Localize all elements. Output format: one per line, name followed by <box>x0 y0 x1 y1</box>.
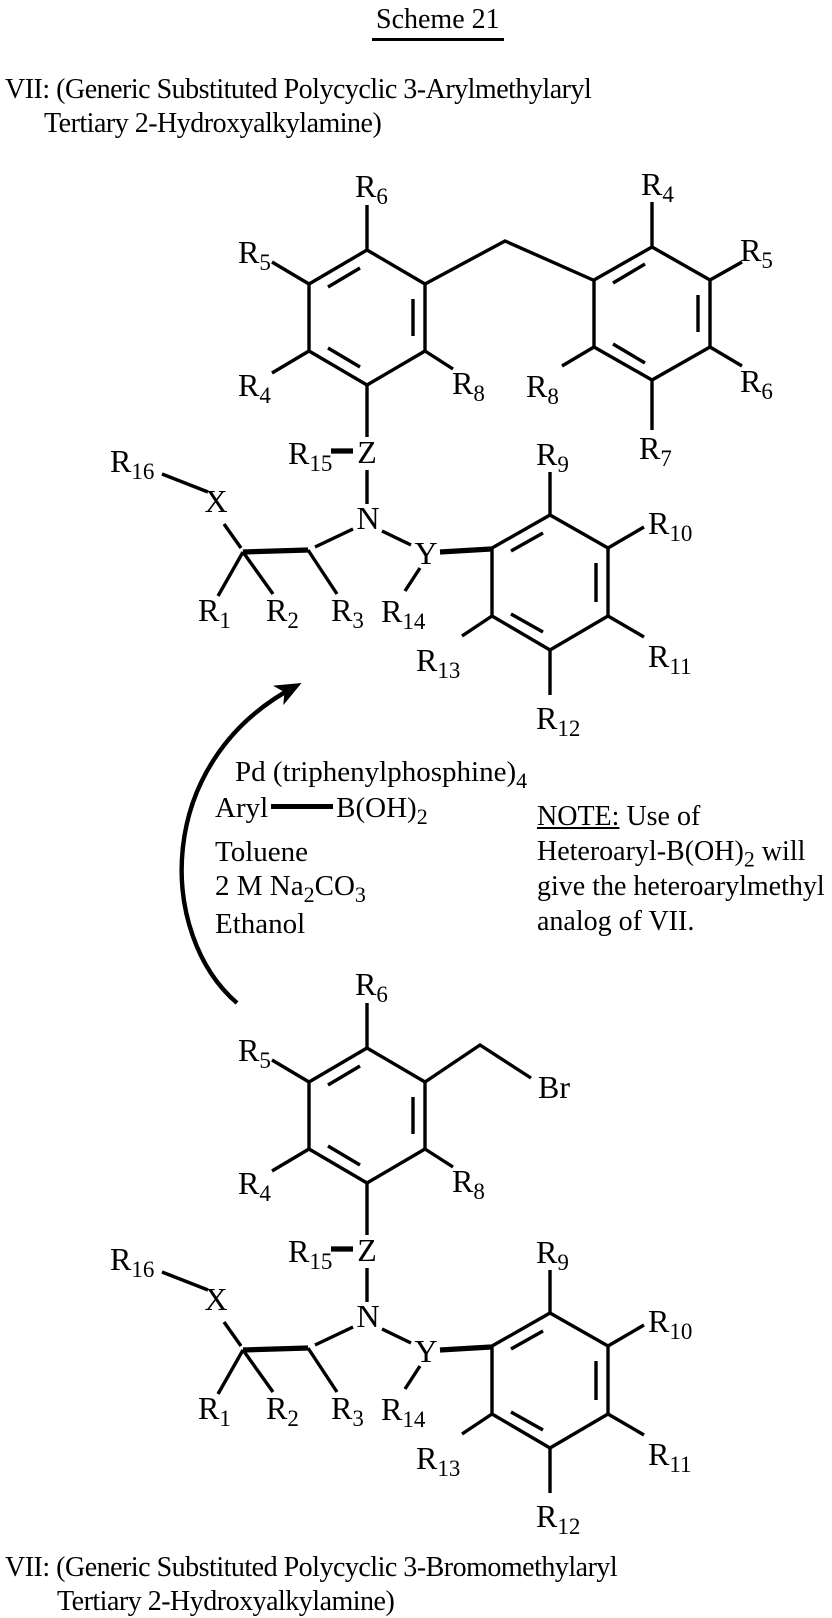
label-r15-reactant: $R_{15}$ <box>288 1233 333 1274</box>
ring-b-top-double-bonds <box>613 264 698 363</box>
condition-solvent-ethanol: Ethanol <box>215 908 306 940</box>
phenyl-top-outline <box>492 515 608 650</box>
phenyl-bottom-outline <box>492 1313 608 1448</box>
label-r9-product: $R_9$ <box>536 436 569 477</box>
condition-solvent-toluene: Toluene <box>215 836 308 868</box>
label-x-product: X <box>204 483 228 519</box>
condition-boronic-acid: Aryl $B(OH)_2$ <box>215 792 428 829</box>
label-x-reactant: X <box>204 1281 228 1317</box>
core-bottom-c1c2-bond <box>243 1348 308 1350</box>
label-r3-product: $R_3$ <box>331 592 364 633</box>
label-r4-reactant: $R_4$ <box>238 1165 271 1206</box>
label-r9-reactant: $R_9$ <box>536 1234 569 1275</box>
label-r4-product-ringb: $R_4$ <box>641 166 674 207</box>
label-r6-product-ringa: $R_6$ <box>355 168 388 209</box>
label-r2-reactant: $R_2$ <box>266 1390 299 1431</box>
condition-base: 2 M $Na_2CO_3$ <box>215 870 366 907</box>
label-y-product: Y <box>414 535 438 571</box>
caption-top-line1: VII: (Generic Substituted Polycyclic 3-Arylmethylaryl <box>5 74 592 105</box>
caption-top-line2: Tertiary 2-Hydroxyalkylamine) <box>44 108 382 139</box>
core-bottom-bonds <box>162 1268 420 1394</box>
ring-a-bottom-double-bonds <box>328 1066 413 1165</box>
label-y-reactant: Y <box>414 1333 438 1369</box>
aryl-boron-bond-line <box>271 804 333 809</box>
label-r14-product: $R_{14}$ <box>381 593 426 634</box>
label-r10-reactant: $R_{10}$ <box>648 1303 693 1344</box>
reactant-structure <box>110 966 692 1539</box>
product-structure <box>110 166 773 741</box>
label-r5-product-ringb: $R_5$ <box>740 232 773 273</box>
ring-a-top-outline <box>309 250 425 385</box>
label-r14-reactant: $R_{14}$ <box>381 1391 426 1432</box>
label-r16-product: $R_{16}$ <box>110 443 155 484</box>
label-r1-product: $R_1$ <box>198 592 231 633</box>
ring-b-top-outline <box>594 247 710 380</box>
note-line4: analog of VII. <box>537 906 695 937</box>
ring-a-bottom-substituent-bonds <box>272 1003 531 1235</box>
ring-a-top-double-bonds <box>328 268 413 367</box>
label-r8-reactant: $R_8$ <box>452 1163 485 1204</box>
label-r8-product-ringa: $R_8$ <box>452 365 485 406</box>
label-r2-product: $R_2$ <box>266 592 299 633</box>
note-label: NOTE: <box>537 801 620 832</box>
note-block <box>537 799 825 939</box>
label-r6-reactant: $R_6$ <box>355 966 388 1007</box>
core-top-bonds <box>162 470 420 596</box>
label-z-product: Z <box>357 434 377 470</box>
phenyl-top-substituent-bonds <box>462 472 644 695</box>
note-line2: Heteroaryl-$B(OH)_2$ will <box>537 836 806 872</box>
label-r16-reactant: $R_{16}$ <box>110 1241 155 1282</box>
note-line1: NOTE: Use of <box>537 801 701 832</box>
label-n-reactant: N <box>356 1298 380 1334</box>
ring-a-bottom-outline <box>309 1048 425 1183</box>
core-top-y-aryl-bond <box>440 549 491 552</box>
label-r15-product: $R_{15}$ <box>288 435 333 476</box>
label-n-product: N <box>356 500 380 536</box>
label-r11-product: $R_{11}$ <box>648 638 692 679</box>
label-r7-product-ringb: $R_7$ <box>639 430 672 471</box>
label-r13-reactant: $R_{13}$ <box>416 1440 461 1481</box>
label-br-reactant: Br <box>538 1069 570 1105</box>
label-z-reactant: Z <box>357 1232 377 1268</box>
label-r11-reactant: $R_{11}$ <box>648 1436 692 1477</box>
phenyl-bottom-substituent-bonds <box>462 1270 644 1493</box>
condition-catalyst: Pd $(triphenylphosphine)_4$ <box>235 756 528 793</box>
core-top-c1c2-bond <box>243 550 308 552</box>
ring-b-top-substituent-bonds <box>562 202 742 430</box>
label-r6-product-ringb: $R_6$ <box>740 363 773 404</box>
label-r3-reactant: $R_3$ <box>331 1390 364 1431</box>
core-bottom-y-aryl-bond <box>440 1347 491 1350</box>
phenyl-top-double-bonds <box>511 533 596 632</box>
phenyl-bottom-double-bonds <box>511 1331 596 1430</box>
label-r5-product-ringa: $R_5$ <box>238 234 271 275</box>
note-line3: give the heteroarylmethyl <box>537 871 825 902</box>
scheme-title: Scheme 21 <box>372 4 504 41</box>
label-r13-product: $R_{13}$ <box>416 642 461 683</box>
label-r12-product: $R_{12}$ <box>536 700 581 741</box>
label-r5-reactant: $R_5$ <box>238 1032 271 1073</box>
label-r12-reactant: $R_{12}$ <box>536 1498 581 1539</box>
condition-aryl-text: Aryl <box>215 792 269 824</box>
label-r8-product-ringb: $R_8$ <box>526 368 559 409</box>
label-r1-reactant: $R_1$ <box>198 1390 231 1431</box>
label-r4-product-ringa: $R_4$ <box>238 367 271 408</box>
caption-bottom-line1: VII: (Generic Substituted Polycyclic 3-Bromomethylaryl <box>5 1552 618 1583</box>
caption-bottom-line2: Tertiary 2-Hydroxyalkylamine) <box>57 1586 395 1617</box>
label-r10-product: $R_{10}$ <box>648 505 693 546</box>
